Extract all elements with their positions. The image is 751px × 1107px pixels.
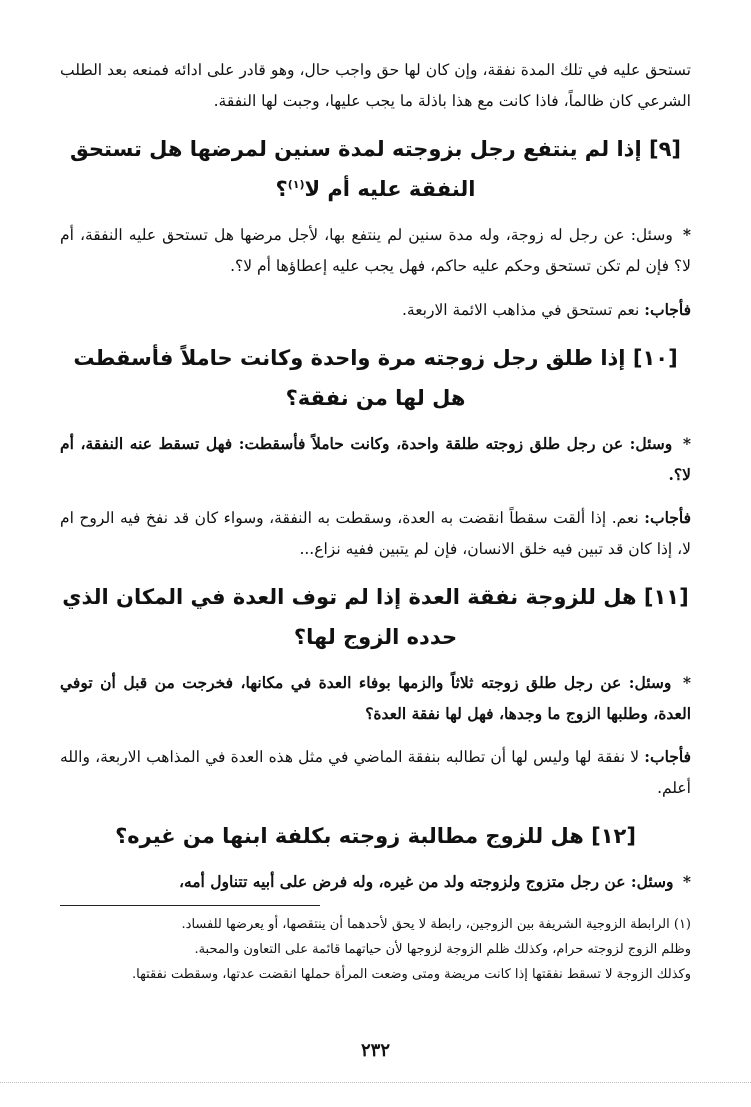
asterisk-marker: * [682,673,692,692]
answer-text: لا نفقة لها وليس لها أن تطالبه بنفقة الماضي في مثل هذه العدة في المذاهب الاربعة، والله أعلم. [60,748,691,797]
asterisk-marker: * [682,434,691,453]
page-number: ٢٣٢ [360,1040,390,1061]
page-body [60,55,691,909]
answer-label: فأجاب: [644,508,691,527]
intro-paragraph: تستحق عليه في تلك المدة نفقة، وإن كان لها حق واجب حال، وهو قادر على ادائه فمنعه بعد الطلب الشرعي كان ظالماً، فاذا كانت مع هذا باذلة ما يجب عليها، وجبت لها النفقة. [60,61,691,110]
question-paragraph [60,866,691,897]
section-heading-9 [60,129,691,209]
section-heading-10 [60,338,691,418]
footnote-reference[interactable]: (١) [287,178,305,191]
question-text: وسئل: عن رجل طلق زوجته ثلاثاً والزمها بوفاء العدة في مكانها، فخرجت من قبل أن توفي العدة، وطلبها الزوج ما وجدها، فهل لها نفقة العدة؟ [60,673,691,723]
question-paragraph [60,428,691,490]
section-number: [١٢] [591,824,636,848]
section-title: هل للزوجة نفقة العدة إذا لم توف العدة في المكان الذي حدده الزوج لها؟ [62,585,637,649]
question-text: وسئل: عن رجل متزوج ولزوجته ولد من غيره، وله فرض على أبيه تتناول أمه، [178,872,674,891]
section-title: إذا لم ينتفع رجل بزوجته لمدة سنين لمرضها هل تستحق النفقة عليه أم لا [69,137,642,201]
section-heading-11 [60,577,691,657]
answer-text: نعم. إذا ألقت سقطاً انقضت به العدة، وسقطت به النفقة، وسواء كان قد نفخ فيه الروح ام لا، إذا كان قد تبين فيه خلق الانسان، فإن لم يتبين ففيه نزاع... [60,509,691,558]
section-heading-12 [60,816,691,856]
scan-edge-divider [0,1082,751,1083]
question-text: وسئل: عن رجل له زوجة، وله مدة سنين لم ينتفع بها، لأجل مرضها هل تستحق عليه النفقة، أم لا؟ فإن لم تكن تستحق وحكم عليه حاكم، فهل يجب عليه إعطاؤها أم لا؟. [60,226,691,275]
answer-text: نعم تستحق في مذاهب الائمة الاربعة. [401,301,640,319]
section-number: [١٠] [632,346,678,370]
footnotes [60,912,691,987]
answer-paragraph [60,502,691,565]
asterisk-marker: * [682,872,691,891]
question-text: وسئل: عن رجل طلق زوجته طلقة واحدة، وكانت حاملاً فأسقطت: فهل تسقط عنه النفقة، أم لا؟. [60,434,691,484]
section-title: إذا طلق رجل زوجته مرة واحدة وكانت حاملاً فأسقطت هل لها من نفقة؟ [73,346,626,410]
answer-paragraph [60,294,691,326]
question-paragraph [60,667,691,729]
question-paragraph [60,219,691,282]
section-number: [١١] [643,585,689,609]
section-title: هل للزوج مطالبة زوجته بكلفة ابنها من غيره؟ [115,824,584,848]
footnote-divider [60,905,320,906]
footnote-line: وكذلك الزوجة لا تسقط نفقتها إذا كانت مريضة ومتى وضعت المرأة حملها انقضت عدتها، وسقطت نفقتها. [132,967,691,982]
answer-paragraph [60,741,691,804]
footnote-line: وظلم الزوج لزوجته حرام، وكذلك ظلم الزوجة لزوجها لأن حياتهما قائمة على التعاون والمحبة. [194,942,691,957]
answer-label: فأجاب: [644,747,691,766]
footnote-line: (١) الرابطة الزوجية الشريفة بين الزوجين، رابطة لا يحق لأحدهما أن ينتقصها، أو يعرضها للفساد. [181,917,691,932]
asterisk-marker: * [682,225,692,244]
answer-label: فأجاب: [644,300,691,319]
section-title-end: ؟ [275,177,288,201]
section-number: [٩] [648,137,682,161]
